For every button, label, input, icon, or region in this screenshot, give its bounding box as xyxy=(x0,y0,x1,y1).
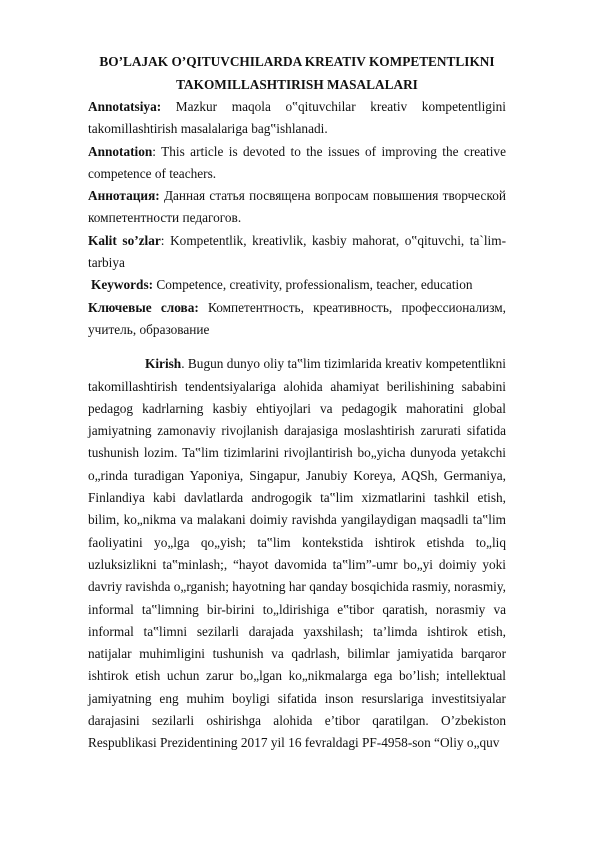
annotation-paragraph xyxy=(88,141,506,186)
annotation-label: Annotation xyxy=(88,143,153,159)
kalit-label: Kalit so’zlar xyxy=(88,232,161,248)
keywords-text: Competence, creativity, professionalism, teacher, education xyxy=(153,277,473,293)
annotation-text: : This article is devoted to the issues of improving the creative competence of teachers. xyxy=(88,143,506,181)
keywords-ru-label: Ключевые слова: xyxy=(88,299,199,315)
document-page xyxy=(88,50,506,755)
annotatsiya-paragraph xyxy=(88,96,506,141)
annotatsiya-ru-text: Данная статья посвящена вопросам повышения творческой компетентности педагогов. xyxy=(88,188,506,226)
title-line-2: TAKOMILLASHTIRISH MASALALARI xyxy=(176,77,418,92)
body-text: . Bugun dunyo oliy ta‟lim tizimlarida kreativ kompetentlikni takomillashtirish tendentsiyalariga alohida ahamiyat berilishining sababini pedagog kadrlarning kasbiy ehtiyojlari va pedagogik mahoratini global jamiyatning zamonaviy rivojlanish darajasiga moslashtirish zarurati sifatida tushunish lozim. Ta‟lim tizimlarini rivojlantirish bo„yicha dunyoda yetakchi o„rinda turadigan Yaponiya, Singapur, Janubiy Koreya, AQSh, Germaniya, Finlandiya kabi davlatlarda androgogik ta‟lim xizmatlarini tashkil etish, bilim, ko„nikma va malakani doimiy ravishda yangilaydigan maqsadli ta‟lim faoliyatini yo„lga qo„yish; ta‟lim kontekstida ishtirok etishda to„liq uzluksizlikni ta‟minlash;, “hayot davomida ta‟lim”-umr bo„yi doimiy yoki davriy ravishda o„rganish; hayotning har qanday bosqichida rasmiy, norasmiy, informal ta‟limning bir-birini to„ldirishiga e‟tibor qaratish, norasmiy va informal ta‟limni sezilarli darajada yaxshilash; ta’limda ishtirok etish, natijalar muhimligini tushunish va qadrlash, bilimlar jamiyatida barqaror ishtirok etish uchun zarur bo„lgan ko„nikmalarga ega bo’lish; intellektual jamiyatning eng muhim boyligi sifatida inson resurslariga investitsiyalar darajasini sezilarli oshirishga alohida e’tibor qaratilgan. O’zbekiston Respublikasi Prezidentining 2017 yil 16 fevraldagi PF-4958-son “Oliy o„quv xyxy=(88,356,506,751)
keywords-ru-paragraph xyxy=(88,297,506,342)
annotatsiya-label: Annotatsiya: xyxy=(88,99,162,114)
keywords-label: Keywords: xyxy=(91,277,154,293)
kalit-text: : Kompetentlik, kreativlik, kasbiy mahorat, o‟qituvchi, ta`lim-tarbiya xyxy=(88,232,506,271)
keywords-paragraph xyxy=(88,274,506,296)
title-line-1: BO’LAJAK O’QITUVCHILARDA KREATIV KOMPETENTLIKNI xyxy=(99,54,495,69)
keywords-ru-text: Компетентность, креативность, профессионализм, учитель, образование xyxy=(88,299,506,337)
kalit-paragraph xyxy=(88,230,506,275)
body-label: Kirish xyxy=(145,356,182,372)
annotatsiya-text: Mazkur maqola o‟qituvchilar kreativ kompetentligini takomillashtirish masalalariga bag‟ishlanadi. xyxy=(88,99,506,137)
annotatsiya-ru-label: Аннотация: xyxy=(88,188,160,204)
body-paragraph xyxy=(88,353,506,754)
annotatsiya-ru-paragraph xyxy=(88,185,506,230)
section-spacer xyxy=(88,341,506,353)
